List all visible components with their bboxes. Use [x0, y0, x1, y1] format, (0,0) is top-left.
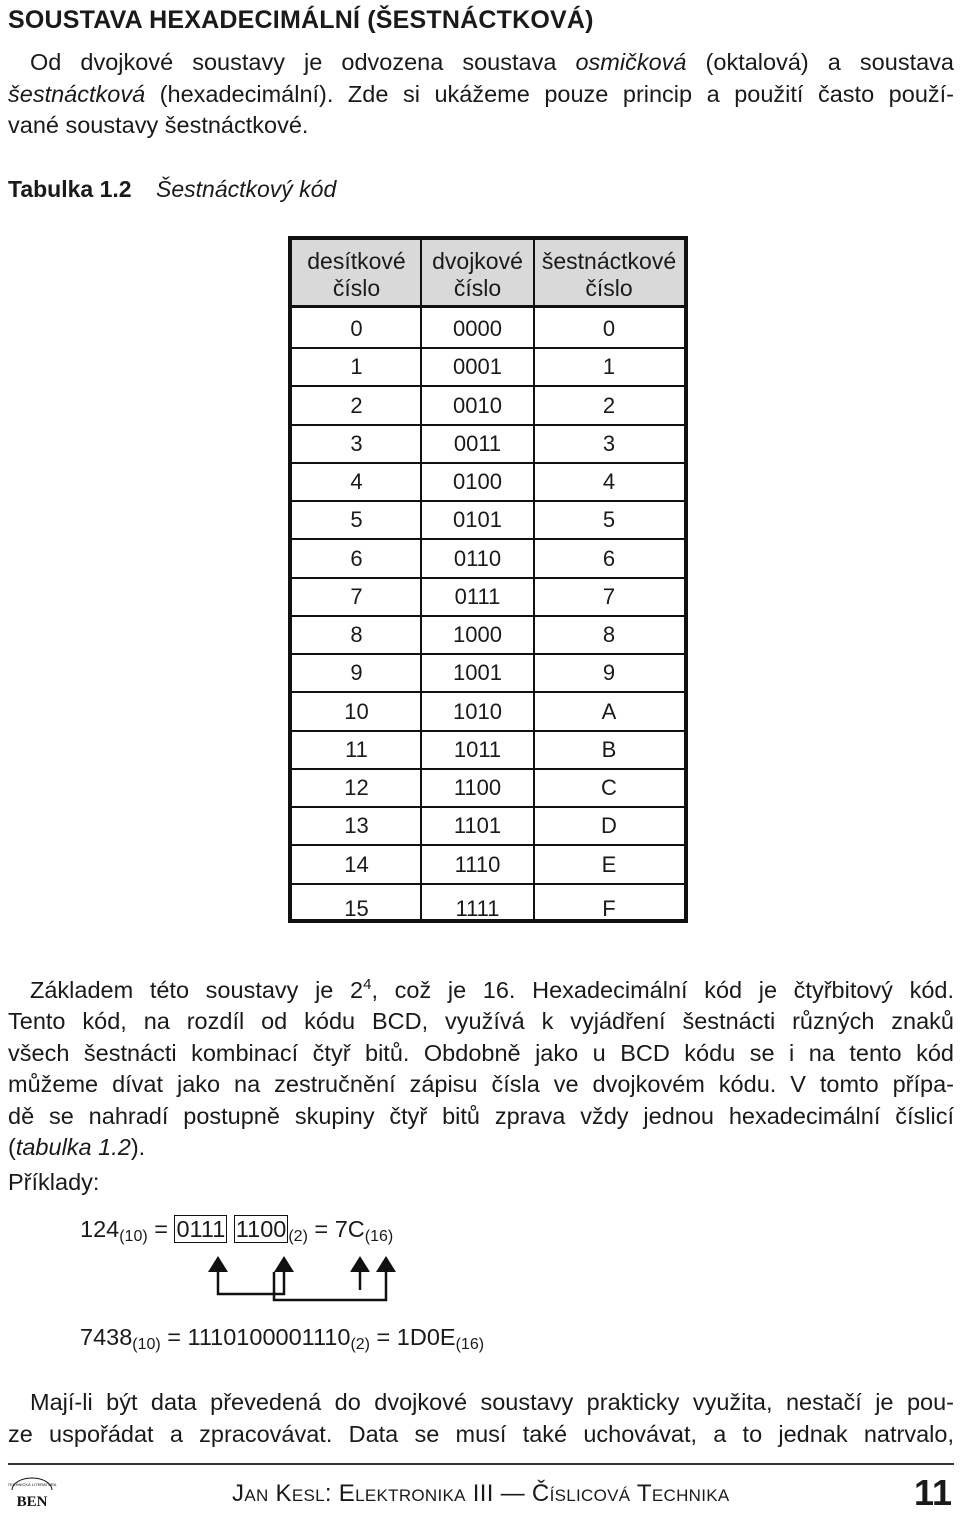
cell-decimal: 6	[350, 545, 363, 571]
cell-hex: D	[601, 813, 617, 839]
nibble-box: 1100	[235, 1216, 287, 1242]
body-paragraph: Základem této soustavy je $2^4$, což je 16. Hexadecimální kód je čtyřbitový kód. Tento kód, na rozdíl od kódu BCD, využívá k vyjádření šestnácti různých znaků všech šestnácti kombinací čtyř bitů. Obdobně jako u BCD kódu se i na tento kód můžeme dívat jako na zestručnění zápisu čísla ve dvojkovém kódu. V tomto přípa- dě se nahradí postupně skupiny čtyř bitů zprava vždy jednou hexadecimální číslicí (tabulka 1.2).	[8, 976, 954, 1161]
header-decimal: desítkové číslo	[307, 248, 406, 301]
cell-binary: 1100	[453, 775, 502, 800]
cell-hex: 4	[602, 469, 616, 494]
table-row	[292, 464, 684, 502]
cell-hex: 2	[602, 392, 616, 418]
table-caption	[8, 176, 337, 203]
table-row	[292, 426, 684, 464]
table-row	[292, 388, 684, 426]
cell-binary: 1011	[453, 736, 502, 762]
example-1: $124_{(10)} = 0111$ 1100 $_{(2)} = 7C_{(16)}$	[80, 1216, 394, 1245]
cell-decimal: 2	[350, 392, 363, 418]
cell-hex: C	[601, 775, 617, 800]
table-row	[292, 617, 684, 655]
cell-binary: 1101	[453, 813, 502, 839]
cell-hex: F	[602, 895, 616, 921]
cell-decimal: 5	[350, 507, 363, 533]
cell-decimal: 4	[350, 469, 363, 494]
table-row	[292, 732, 684, 770]
cell-decimal: 0	[350, 316, 363, 341]
table-row	[292, 885, 684, 929]
intro-paragraph: Od dvojkové soustavy je odvozena soustava osmičková (oktalová) a soustava šestnáctková (hexadecimální). Zde si ukážeme pouze princip a použití často použí- vané soustavy šestnáctkové.	[8, 49, 954, 138]
cell-binary: 0011	[453, 430, 502, 456]
cell-binary: 1000	[453, 622, 502, 647]
table-row	[292, 541, 684, 579]
hex-code-table	[288, 236, 688, 923]
cell-binary: 1110	[454, 851, 501, 877]
cell-binary: 0000	[453, 316, 502, 341]
running-footer: JAN KESL: ELEKTRONIKA III — ČÍSLICOVÁ TECHNIKA	[232, 1480, 730, 1507]
cell-binary: 0001	[453, 354, 502, 380]
cell-binary: 0101	[453, 507, 502, 533]
header-hex: šestnáctkové číslo	[541, 248, 677, 301]
cell-hex: 1	[602, 354, 616, 380]
cell-decimal: 9	[350, 660, 363, 686]
cell-decimal: 3	[350, 430, 363, 456]
cell-hex: A	[601, 698, 617, 724]
ben-logo	[6, 1474, 58, 1510]
cell-hex: E	[601, 851, 617, 877]
cell-decimal: 14	[344, 851, 369, 877]
cell-binary: 1111	[455, 895, 500, 921]
header-binary: dvojkové číslo	[432, 248, 523, 301]
cell-hex: 7	[602, 583, 616, 609]
cell-decimal: 11	[345, 736, 368, 762]
cell-decimal: 13	[344, 813, 369, 839]
cell-hex: B	[601, 736, 617, 762]
caption-label: Tabulka 1.2	[8, 176, 132, 202]
table-row	[292, 502, 684, 540]
cell-hex: 5	[602, 507, 616, 533]
table-row	[292, 770, 684, 808]
nibble-box: 0111	[176, 1216, 226, 1242]
table-row	[292, 655, 684, 693]
svg-text:TECHNICKÁ LITERATURA: TECHNICKÁ LITERATURA	[7, 1482, 57, 1487]
cell-decimal: 7	[350, 583, 363, 609]
cell-decimal: 1	[350, 354, 363, 380]
cell-binary: 1010	[453, 698, 502, 724]
cell-hex: 6	[602, 545, 616, 571]
cell-hex: 0	[602, 316, 616, 341]
grouping-arrows	[190, 1250, 420, 1306]
cell-decimal: 15	[344, 895, 369, 921]
example-2: $7438_{(10)} = 1110100001110_{(2)} = 1D0E_{(16)}$	[80, 1324, 485, 1353]
page-number: 11	[913, 1472, 952, 1513]
cell-binary: 0111	[454, 583, 501, 609]
section-title: SOUSTAVA HEXADECIMÁLNÍ (ŠESTNÁCTKOVÁ)	[8, 6, 594, 34]
svg-text:BEN: BEN	[16, 1494, 48, 1510]
closing-paragraph: Mají-li být data převedená do dvojkové soustavy prakticky využita, nestačí je pou- ze uspořádat a zpracovávat. Data se musí také uchovávat, a to jednak natrvalo,	[8, 1389, 954, 1447]
cell-binary: 0100	[453, 469, 502, 494]
cell-decimal: 10	[344, 698, 369, 724]
cell-decimal: 8	[350, 622, 363, 647]
cell-binary: 0110	[453, 545, 502, 571]
table-row	[292, 808, 684, 846]
cell-hex: 9	[602, 660, 616, 686]
table-header	[292, 240, 684, 308]
footer-rule	[8, 1463, 954, 1465]
caption-title: Šestnáctkový kód	[156, 176, 337, 202]
table-row	[292, 349, 684, 387]
table-row	[292, 579, 684, 617]
cell-binary: 0010	[453, 392, 502, 418]
examples-label: Příklady:	[8, 1169, 100, 1195]
table-row	[292, 311, 684, 349]
table-row	[292, 847, 684, 885]
cell-hex: 8	[602, 622, 616, 647]
cell-binary: 1001	[453, 660, 502, 686]
table-row	[292, 694, 684, 732]
cell-hex: 3	[602, 430, 616, 456]
cell-decimal: 12	[344, 775, 369, 800]
